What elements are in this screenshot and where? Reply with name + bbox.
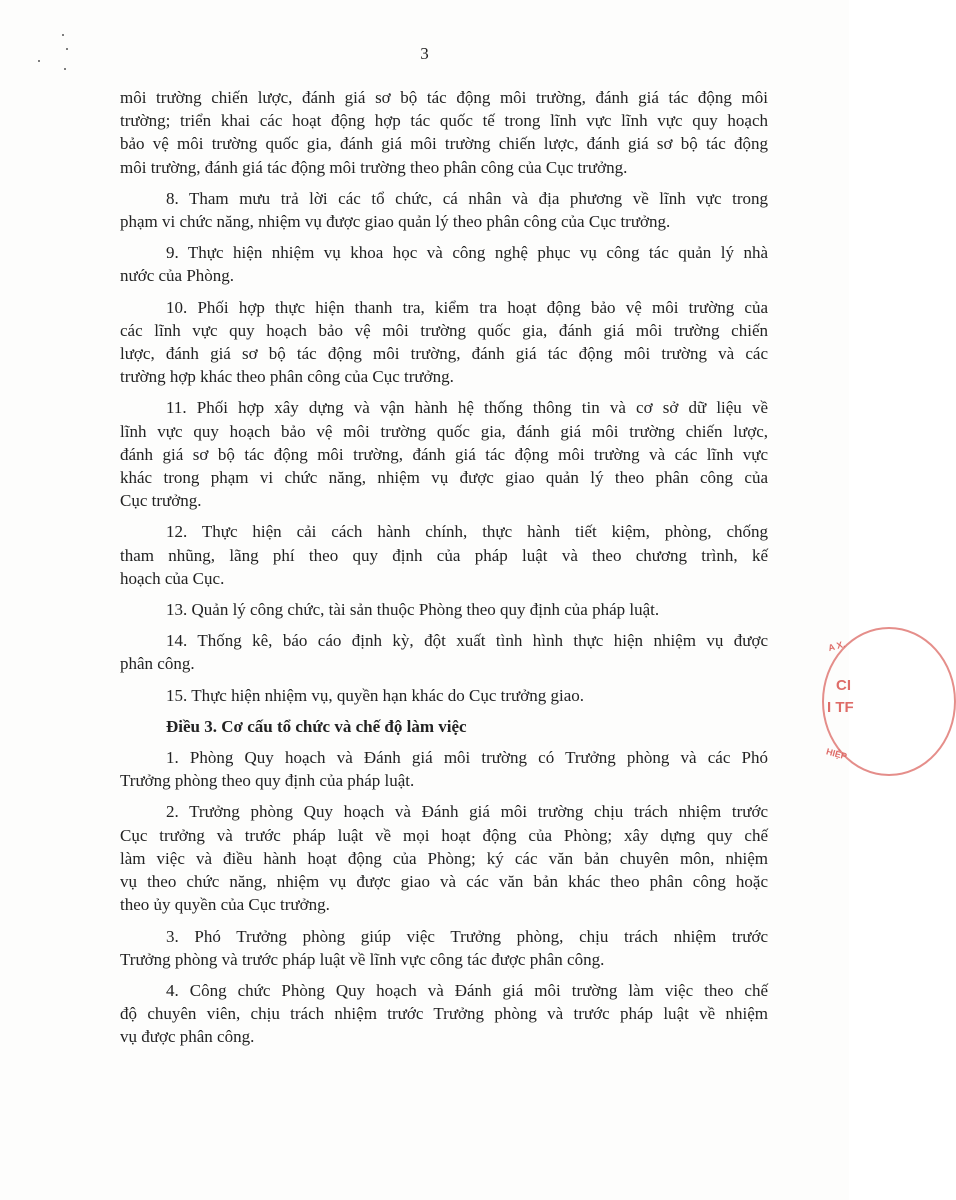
paragraph-line: 9. Thực hiện nhiệm vụ khoa học và công nghệ phục vụ công tác quản lý nhà — [166, 243, 768, 263]
paragraph-line: 8. Tham mưu trả lời các tổ chức, cá nhân và địa phương về lĩnh vực trong — [166, 188, 768, 208]
paragraph-line: 12. Thực hiện cải cách hành chính, thực hành tiết kiệm, phòng, chống — [166, 522, 768, 542]
paragraph-line: 13. Quản lý công chức, tài sản thuộc Phòng theo quy định của pháp luật. — [166, 600, 660, 620]
paragraph — [120, 187, 768, 233]
document-body — [120, 86, 768, 1057]
paragraph-line: hoạch của Cục. — [120, 568, 225, 588]
paragraph-line: môi trường chiến lược, đánh giá sơ bộ tác động môi trường, đánh giá tác động môi — [120, 88, 768, 107]
paragraph-group-article-3 — [120, 746, 768, 1048]
paragraph — [120, 684, 768, 707]
stamp-text-bottom: HIỆP — [825, 746, 848, 762]
paragraph-line: theo ủy quyền của Cục trưởng. — [120, 895, 330, 915]
paragraph-line: khác trong phạm vi chức năng, nhiệm vụ được giao quản lý theo phân công của — [120, 468, 768, 488]
page-number: 3 — [420, 44, 429, 63]
paragraph — [120, 241, 768, 287]
article-heading: Điều 3. Cơ cấu tổ chức và chế độ làm việc — [166, 716, 467, 736]
paragraph-line: trường hợp khác theo phân công của Cục trưởng. — [120, 367, 454, 387]
paragraph-line: độ chuyên viên, chịu trách nhiệm trước Trưởng phòng và trước pháp luật về nhiệm — [120, 1004, 768, 1024]
paragraph-line: 2. Trưởng phòng Quy hoạch và Đánh giá môi trường chịu trách nhiệm trước — [166, 802, 768, 822]
paragraph — [120, 979, 768, 1049]
paragraph-line: Trưởng phòng theo quy định của pháp luật. — [120, 771, 415, 791]
paragraph — [120, 746, 768, 792]
paragraph-line: lĩnh vực quy hoạch bảo vệ môi trường quốc gia, đánh giá môi trường chiến lược, — [120, 421, 768, 441]
paragraph-line: 3. Phó Trưởng phòng giúp việc Trưởng phòng, chịu trách nhiệm trước — [166, 926, 768, 946]
paragraph-group-article-2 — [120, 86, 768, 707]
paragraph-line: các lĩnh vực quy hoạch bảo vệ môi trường quốc gia, đánh giá môi trường chiến — [120, 320, 768, 340]
stamp-text-mid2: I TF — [827, 699, 854, 716]
paragraph-line: 4. Công chức Phòng Quy hoạch và Đánh giá môi trường làm việc theo chế — [166, 980, 768, 1000]
paragraph-line: lược, đánh giá sơ bộ tác động môi trường, đánh giá tác động môi trường và các — [120, 344, 768, 364]
paragraph-line: 1. Phòng Quy hoạch và Đánh giá môi trường có Trưởng phòng và các Phó — [166, 748, 768, 768]
scan-speck — [62, 34, 64, 36]
paragraph-line: Trưởng phòng và trước pháp luật về lĩnh vực công tác được phân công. — [120, 949, 605, 969]
paragraph-line: làm việc và điều hành hoạt động của Phòng; ký các văn bản chuyên môn, nhiệm — [120, 848, 768, 868]
stamp-text-mid1: CI — [836, 677, 851, 694]
paragraph-line: môi trường, đánh giá tác động môi trường theo phân công của Cục trưởng. — [120, 157, 628, 177]
paragraph-line: phân công. — [120, 654, 195, 674]
stamp-text-top: A X. — [826, 638, 847, 654]
paragraph-line: 15. Thực hiện nhiệm vụ, quyền hạn khác do Cục trưởng giao. — [166, 685, 585, 705]
paragraph — [120, 86, 768, 179]
paragraph-line: phạm vi chức năng, nhiệm vụ được giao quản lý theo phân công của Cục trưởng. — [120, 212, 671, 232]
paragraph-line: đánh giá sơ bộ tác động môi trường, đánh giá tác động môi trường và các lĩnh vực — [120, 444, 768, 464]
paragraph — [120, 296, 768, 389]
paragraph-line: vụ theo chức năng, nhiệm vụ được giao và các văn bản khác theo phân công hoặc — [120, 872, 768, 892]
paragraph-line: nước của Phòng. — [120, 266, 235, 286]
paragraph-line: vụ được phân công. — [120, 1027, 255, 1047]
paragraph — [120, 800, 768, 916]
paragraph-line: 14. Thống kê, báo cáo định kỳ, đột xuất tình hình thực hiện nhiệm vụ được — [166, 631, 768, 651]
paragraph — [120, 520, 768, 590]
paragraph — [120, 598, 768, 621]
paragraph — [120, 925, 768, 971]
paragraph — [120, 396, 768, 512]
paragraph-line: 11. Phối hợp xây dựng và vận hành hệ thống thông tin và cơ sở dữ liệu về — [166, 398, 768, 418]
paragraph-line: bảo vệ môi trường quốc gia, đánh giá môi trường chiến lược, đánh giá sơ bộ tác động — [120, 134, 768, 154]
paragraph — [120, 629, 768, 675]
scan-speck — [64, 68, 66, 70]
paragraph-line: trường; triển khai các hoạt động hợp tác quốc tế trong lĩnh vực lĩnh vực quy hoạch — [120, 111, 768, 131]
red-seal-stamp — [812, 625, 892, 775]
paragraph-line: 10. Phối hợp thực hiện thanh tra, kiểm tra hoạt động bảo vệ môi trường của — [166, 297, 768, 317]
paragraph-line: tham nhũng, lãng phí theo quy định của pháp luật và theo chương trình, kế — [120, 545, 768, 565]
paragraph-line: Cục trưởng và trước pháp luật về mọi hoạt động của Phòng; xây dựng quy chế — [120, 825, 768, 845]
paragraph-line: Cục trưởng. — [120, 491, 202, 511]
